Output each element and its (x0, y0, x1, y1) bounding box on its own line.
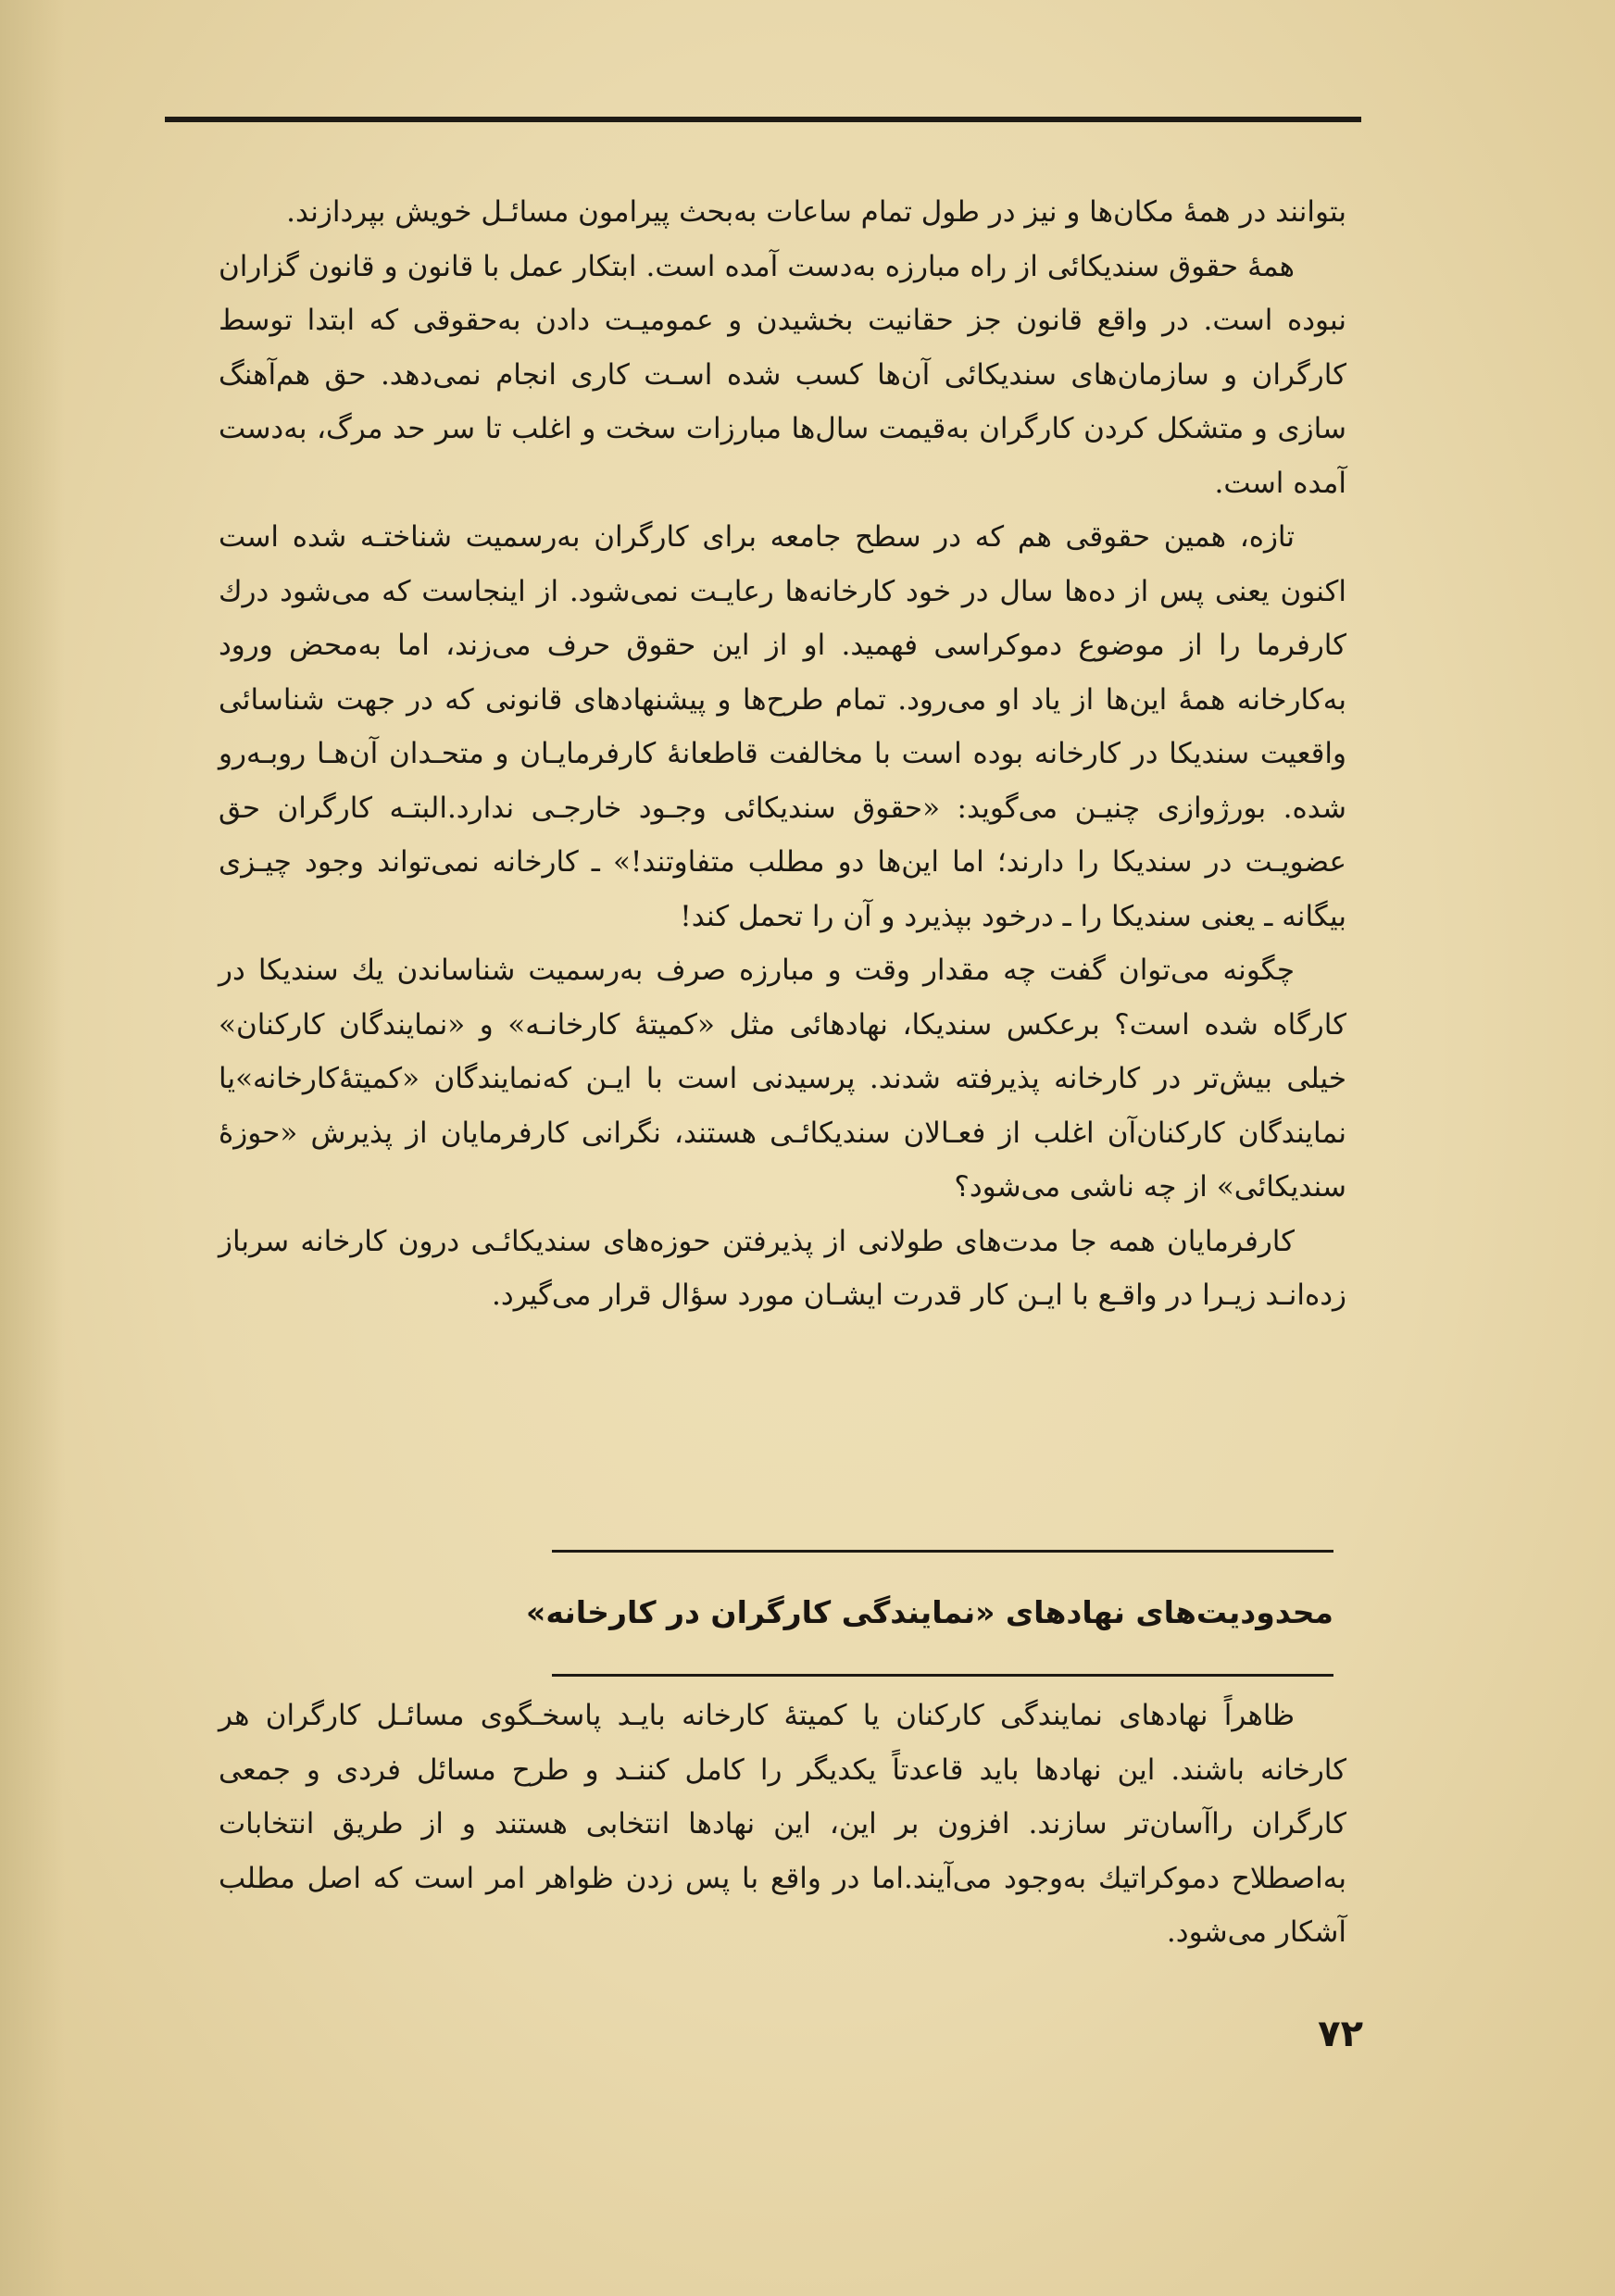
section-body-text (219, 1689, 1346, 1960)
section-rule-upper (552, 1550, 1333, 1553)
paragraph: کارفرمایان همه جا مدت‌های طولانی از پذیرفتن حوزه‌های سندیکائـی درون کارخانه سرباز زده‌انـد زیـرا در واقـع با ایـن کار قدرت ایشـان مورد سؤال قرار می‌گیرد. (219, 1224, 1346, 1312)
section-rule-lower (552, 1674, 1333, 1677)
body-text (219, 185, 1346, 1323)
paragraph: چگونه می‌توان گفت چه مقدار وقت و مبارزه صرف به‌رسمیت شناساندن یك سندیکا در کارگاه شده است؟ برعکس سندیکا، نهادهائی مثل «کمیتهٔ کارخانـه» و «نمایندگان کارکنان» خیلی بیش‌تر در کارخانه پذیرفته شدند. پرسیدنی است با ایـن که‌نمایندگان «کمیتهٔ‌کارخانه»یا نمایندگان کارکنان‌آن اغلب از فعـالان سندیکائـی هستند، نگرانی کارفرمایان از پذیرش «حوزهٔ سندیکائی» از چه ناشی می‌شود؟ (219, 954, 1346, 1204)
paragraph: تازه، همین حقوقی هم که در سطح جامعه برای کارگران به‌رسمیت شناختـه شده است اکنون یعنی پس از ده‌ها سال در خود کارخانه‌ها رعایـت نمی‌شود. از اینجاست که می‌شود درك کارفرما را از موضوع دموکراسی فهمید. او از این حقوق حرف می‌زند، اما به‌محض ورود به‌کارخانه همهٔ این‌ها از یاد او می‌رود. تمام طرح‌ها و پیشنهادهای قانونی که در جهت شناسائی واقعیت سندیکا در کارخانه بوده است با مخالفت قاطعانهٔ کارفرمایـان و متحـدان آن‌هـا روبـه‌رو شده. بورژوازی چنیـن می‌گوید: «حقوق سندیکائی وجـود خارجـی ندارد.البتـه کارگران حق عضویـت در سندیکا را دارند؛ اما این‌ها دو مطلب متفاوتند!» ـ کارخانه نمی‌تواند وجود چیـزی بیگانه ـ یعنی سندیکا را ـ درخود بپذیرد و آن را تحمل کند! (219, 520, 1346, 933)
paragraph: همهٔ حقوق سندیکائی از راه مبارزه به‌دست آمده است. ابتکار عمل با قانون و قانون گزاران نبوده است. در واقع قانون جز حقانیت بخشیدن و عمومیـت دادن به‌حقوقی که ابتدا توسط کارگران و سازمان‌های سندیکائی آن‌ها کسب شده اسـت کاری انجام نمی‌دهد. حق هم‌آهنگ سازی و متشکل کردن کارگران به‌قیمت سال‌ها مبارزات سخت و اغلب تا سر حد مرگ، به‌دست آمده است. (219, 249, 1346, 500)
section-heading: محدودیت‌های نهادهای «نمایندگی کارگران در کارخانه» (526, 1594, 1333, 1630)
page-number: ۷۲ (1318, 2013, 1363, 2055)
paragraph-continuation: بتوانند در همهٔ مکان‌ها و نیز در طول تمام ساعات به‌بحث پیرامون مسائـل خویش بپردازند. (286, 195, 1346, 229)
top-rule (165, 117, 1361, 122)
paragraph: ظاهراً نهادهای نمایندگی کارکنان یا کمیتهٔ کارخانه بایـد پاسخـگوی مسائـل کارگران هر کارخانه باشند. این نهادها باید قاعدتاً یکدیگر را کامل کننـد و طرح مسائل فردی و جمعی کارگران راآسان‌تر سازند. افزون بر این، این نهادها انتخابی هستند و از طریق انتخابات به‌اصطلاح دموکراتیك به‌وجود می‌آیند.اما در واقع با پس زدن ظواهر امر است که اصل مطلب آشکار می‌شود. (219, 1699, 1346, 1949)
